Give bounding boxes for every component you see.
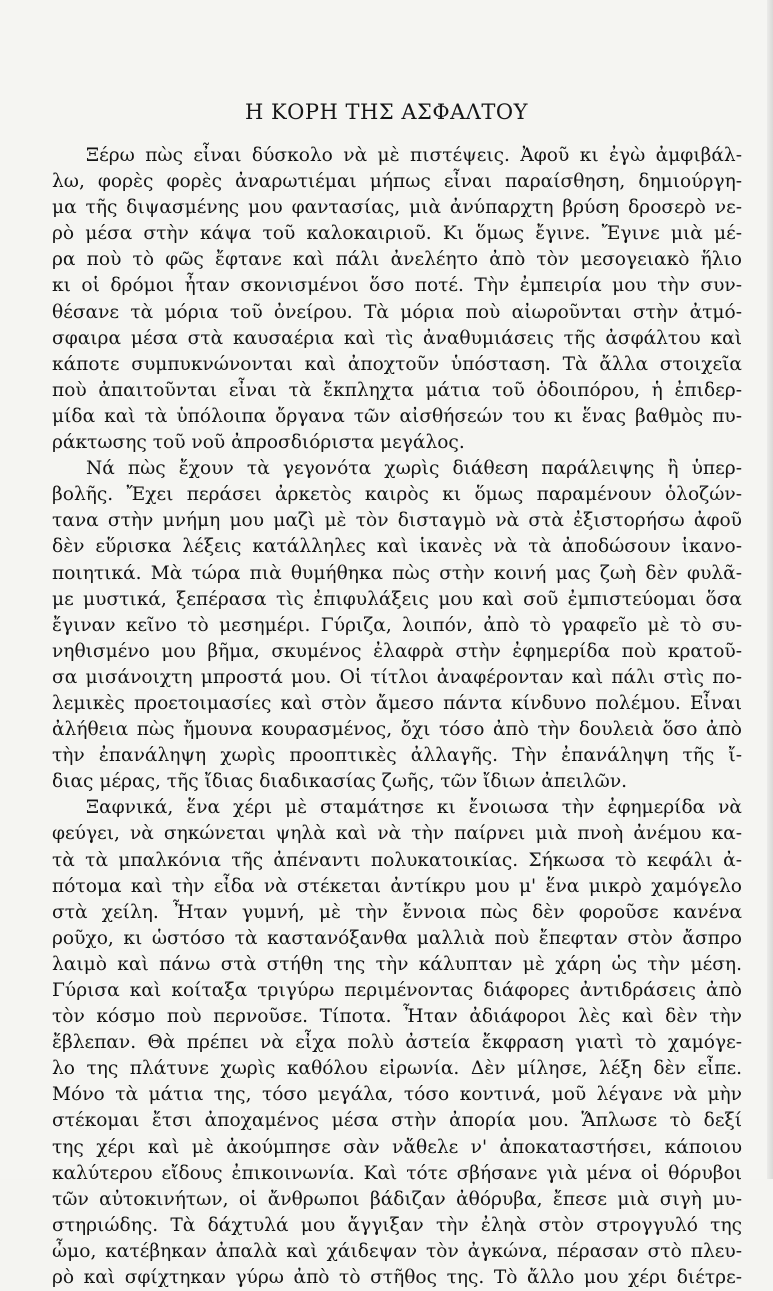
text-line: ποιητικά. Μὰ τώρα πιὰ θυμήθηκα πὼς στὴν κοινή μας ζωὴ δὲν φυλᾶ- <box>52 562 742 584</box>
text-line: κι οἱ δρόμοι ἦταν σκονισμένοι ὅσο ποτέ. Τὴν ἐμπειρία μου τὴν συν- <box>52 275 742 297</box>
paragraph <box>52 795 742 1291</box>
text-line: πότομα καὶ τὴν εἶδα νὰ στέκεται ἀντίκρυ μου μ' ἕνα μικρὸ χαμόγελο <box>52 875 742 897</box>
text-line: ράκτωσης τοῦ νοῦ ἀπροσδιόριστα μεγάλος. <box>52 432 465 454</box>
text-line: στὰ χείλη. Ἦταν γυμνή, μὲ τὴν ἔννοια πὼς δὲν φοροῦσε κανένα <box>52 901 742 923</box>
text-line: νηθισμένο μου βῆμα, σκυμένος ἐλαφρὰ στὴν ἐφημερίδα ποὺ κρατοῦ- <box>52 640 742 662</box>
text-line: ρὸ καὶ σφίχτηκαν γύρω ἀπὸ τὸ στῆθος της. Τὸ ἄλλο μου χέρι διέτρε- <box>52 1267 742 1289</box>
text-line: φεύγει, νὰ σηκώνεται ψηλὰ καὶ νὰ τὴν παίρνει μιὰ πνοὴ ἀνέμου κα- <box>52 823 742 845</box>
chapter-title: Η ΚΟΡΗ ΤΗΣ ΑΣΦΑΛΤΟΥ <box>244 100 528 124</box>
text-line: δὲν εὕρισκα λέξεις κατάλληλες καὶ ἱκανὲς νὰ τὰ ἀποδώσουν ἱκανο- <box>52 536 742 558</box>
text-line: λαιμὸ καὶ πάνω στὰ στήθη της τὴν κάλυπταν μὲ χάρη ὡς τὴν μέση. <box>52 953 742 975</box>
text-line: στέκομαι ἔτσι ἀποχαμένος μέσα στὴν ἀπορία μου. Ἅπλωσε τὸ δεξί <box>52 1110 742 1132</box>
text-line: τανα στὴν μνήμη μου μαζὶ μὲ τὸν δισταγμὸ νὰ στὰ ἐξιστορήσω ἀφοῦ <box>52 510 742 532</box>
text-line: ἔγιναν κεῖνο τὸ μεσημέρι. Γύριζα, λοιπόν, ἀπὸ τὸ γραφεῖο μὲ τὸ συ- <box>52 614 742 636</box>
text-line: ἀλήθεια πὼς ἤμουνα κουρασμένος, ὄχι τόσο ἀπὸ τὴν δουλειὰ ὅσο ἀπὸ <box>52 719 742 741</box>
text-line: ρὸ μέσα στὴν κάψα τοῦ καλοκαιριοῦ. Κι ὅμως ἔγινε. Ἔγινε μιὰ μέ- <box>52 223 742 245</box>
text-line: ποὺ ἀπαιτοῦνται εἶναι τὰ ἔκπληχτα μάτια τοῦ ὁδοιπόρου, ἡ ἐπιδερ- <box>52 379 742 401</box>
text-line: τῶν αὐτοκινήτων, οἱ ἄνθρωποι βάδιζαν ἀθόρυβα, ἔπεσε μιὰ σιγὴ μυ- <box>52 1188 742 1210</box>
text-line: σφαιρα μέσα στὰ καυσαέρια καὶ τὶς ἀναθυμιάσεις τῆς ἀσφάλτου καὶ <box>52 327 742 349</box>
text-line: μα τῆς διψασμένης μου φαντασίας, μιὰ ἀνύπαρχτη βρύση δροσερὸ νε- <box>52 197 742 219</box>
text-line: ρα ποὺ τὸ φῶς ἔφτανε καὶ πάλι ἀνελέητο ἀπὸ τὸν μεσογειακὸ ἥλιο <box>52 249 742 271</box>
text-line: ἔβλεπαν. Θὰ πρέπει νὰ εἶχα πολὺ ἀστεία ἔκφραση γιατὶ τὸ χαμόγε- <box>52 1032 742 1054</box>
text-line: κάποτε συμπυκνώνονται καὶ ἀποχτοῦν ὑπόσταση. Τὰ ἄλλα στοιχεῖα <box>52 353 742 375</box>
page-edge-shadow <box>767 0 773 1179</box>
text-line: λω, φορὲς φορὲς ἀναρωτιέμαι μήπως εἶναι παραίσθηση, δημιούργη- <box>52 171 742 193</box>
text-line: τὸν κόσμο ποὺ περνοῦσε. Τίποτα. Ἦταν ἀδιάφοροι λὲς καὶ δὲν τὴν <box>52 1006 742 1028</box>
text-line: βολῆς. Ἔχει περάσει ἀρκετὸς καιρὸς κι ὅμως παραμένουν ὁλοζών- <box>52 484 742 506</box>
text-line: σα μισάνοιχτη μπροστά μου. Οἱ τίτλοι ἀναφέρονταν καὶ πάλι στὶς πο- <box>52 666 742 688</box>
text-line: με μυστικά, ξεπέρασα τὶς ἐπιφυλάξεις μου καὶ σοῦ ἐμπιστεύομαι ὅσα <box>52 588 742 610</box>
text-line: τὴν ἐπανάληψη χωρὶς προοπτικὲς ἀλλαγῆς. Τὴν ἐπανάληψη τῆς ἴ- <box>52 745 742 767</box>
text-line: Μόνο τὰ μάτια της, τόσο μεγάλα, τόσο κοντινά, μοῦ λέγανε νὰ μὴν <box>52 1084 742 1106</box>
body-text <box>52 143 742 1291</box>
paragraph <box>52 456 742 795</box>
paragraph <box>52 143 742 456</box>
text-line: Γύρισα καὶ κοίταξα τριγύρω περιμένοντας διάφορες ἀντιδράσεις ἀπὸ <box>52 980 742 1001</box>
text-line: στηριώδης. Τὰ δάχτυλά μου ἄγγιξαν τὴν ἐληὰ στὸν στρογγυλό της <box>52 1214 742 1236</box>
text-line: διας μέρας, τῆς ἴδιας διαδικασίας ζωῆς, τῶν ἴδιων ἀπειλῶν. <box>52 771 628 793</box>
text-line: θέσανε τὰ μόρια τοῦ ὀνείρου. Τὰ μόρια ποὺ αἰωροῦνται στὴν ἀτμό- <box>52 301 742 323</box>
text-line: Ξαφνικά, ἕνα χέρι μὲ σταμάτησε κι ἔνοιωσα τὴν ἐφημερίδα νὰ <box>86 797 742 819</box>
text-line: λεμικὲς προετοιμασίες καὶ στὸν ἄμεσο πάντα κίνδυνο πολέμου. Εἶναι <box>52 692 742 714</box>
text-line: Νά πὼς ἔχουν τὰ γεγονότα χωρὶς διάθεση παράλειψης ἢ ὑπερ- <box>86 458 742 480</box>
text-line: μίδα καὶ τὰ ὑπόλοιπα ὄργανα τῶν αἰσθήσεών του κι ἕνας βαθμὸς πυ- <box>52 405 742 427</box>
text-line: ροῦχο, κι ὡστόσο τὰ καστανόξανθα μαλλιὰ ποὺ ἔπεφταν στὸν ἄσπρο <box>52 927 742 949</box>
text-line: λο της πλάτυνε χωρὶς καθόλου εἰρωνία. Δὲν μίλησε, λέξη δὲν εἶπε. <box>52 1058 742 1080</box>
text-line: ὦμο, κατέβηκαν ἀπαλὰ καὶ χάιδεψαν τὸν ἀγκώνα, πέρασαν στὸ πλευ- <box>52 1240 742 1262</box>
text-line: καλύτερου εἴδους ἐπικοινωνία. Καὶ τότε σβήσανε γιὰ μένα οἱ θόρυβοι <box>52 1162 742 1184</box>
text-line: Ξέρω πὼς εἶναι δύσκολο νὰ μὲ πιστέψεις. Ἀφοῦ κι ἐγὼ ἀμφιβάλ- <box>86 145 742 166</box>
text-line: τὰ τὰ μπαλκόνια τῆς ἀπέναντι πολυκατοικίας. Σήκωσα τὸ κεφάλι ἀ- <box>52 849 742 871</box>
text-line: της χέρι καὶ μὲ ἀκούμπησε σὰν νἄθελε ν' ἀποκαταστήσει, κάποιου <box>52 1136 742 1158</box>
